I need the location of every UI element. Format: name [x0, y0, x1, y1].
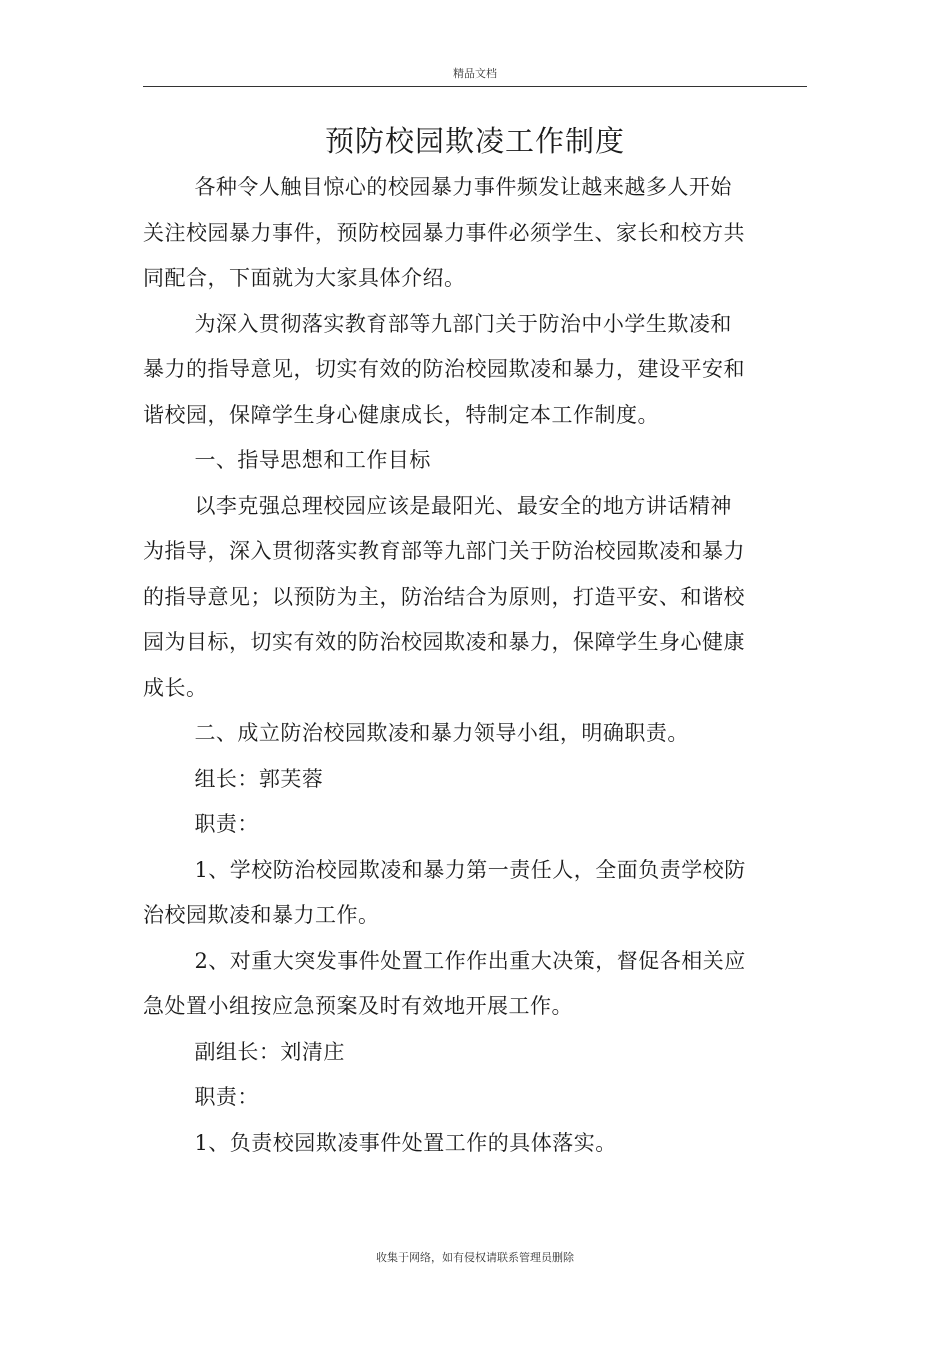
leader-line: 组长：郭芙蓉: [194, 766, 324, 791]
section-heading-1: 一、指导思想和工作目标: [194, 448, 431, 472]
deputy-leader-line: 副组长：刘清庄: [194, 1039, 345, 1064]
leader-duty-2: 2、对重大突发事件处置工作作出重大决策，督促各相关应急处置小组按应急预案及时有效地开展工作。: [143, 948, 746, 1018]
duties-label: 职责：: [194, 812, 259, 836]
paragraph-intro: 各种令人触目惊心的校园暴力事件频发让越来越多人开始关注校园暴力事件，预防校园暴力事件必须学生、家长和校方共同配合，下面就为大家具体介绍。: [143, 175, 745, 290]
paragraph-guiding-thought: 以李克强总理校园应该是最阳光、最安全的地方讲话精神为指导，深入贯彻落实教育部等九部门关于防治校园欺凌和暴力的指导意见；以预防为主，防治结合为原则，打造平安、和谐校园为目标，切实有效的防治校园欺凌和暴力，保障学生身心健康成长。: [143, 493, 745, 700]
page-header: 精品文档: [143, 64, 807, 87]
deputy-duty-1: 1、负责校园欺凌事件处置工作的具体落实。: [194, 1130, 617, 1155]
document-body: [143, 165, 753, 1166]
deputy-duties-label: 职责：: [194, 1085, 259, 1109]
section-heading-2: 二、成立防治校园欺凌和暴力领导小组，明确职责。: [194, 721, 689, 745]
paragraph-purpose: 为深入贯彻落实教育部等九部门关于防治中小学生欺凌和暴力的指导意见，切实有效的防治校园欺凌和暴力，建设平安和谐校园，保障学生身心健康成长，特制定本工作制度。: [143, 311, 745, 427]
document-title: 预防校园欺凌工作制度: [324, 124, 625, 158]
page-footer: 收集于网络，如有侵权请联系管理员删除: [376, 1251, 574, 1264]
leader-duty-1: 1、学校防治校园欺凌和暴力第一责任人，全面负责学校防治校园欺凌和暴力工作。: [143, 857, 746, 927]
